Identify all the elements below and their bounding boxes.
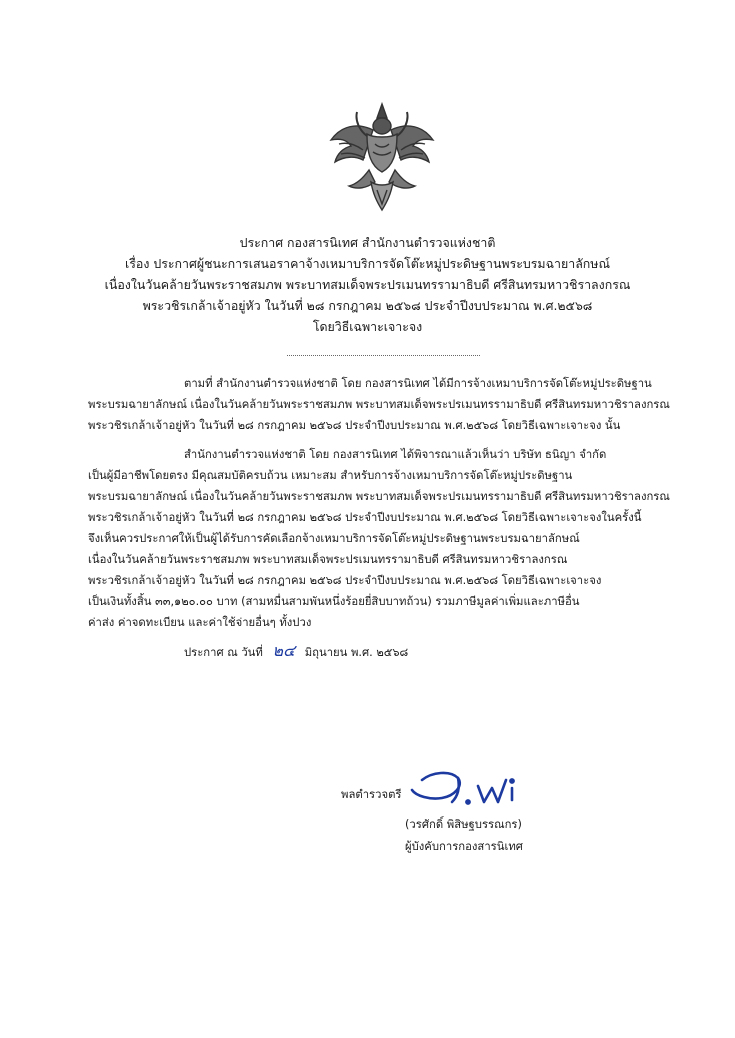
text-line: พระวชิรเกล้าเจ้าอยู่หัว ในวันที่ ๒๘ กรกฎาคม ๒๕๖๘ ประจำปีงบประมาณ พ.ศ.๒๕๖๘ โดยวิธีเฉพาะเจาะจง xyxy=(88,574,602,587)
announcement-date xyxy=(88,638,688,666)
text-line: ตามที่ สำนักงานตำรวจแห่งชาติ โดย กองสารนิเทศ ได้มีการจ้างเหมาบริการจัดโต๊ะหมู่ประดิษฐาน xyxy=(184,377,652,390)
text-line: เนื่องในวันคล้ายวันพระราชสมภพ พระบาทสมเด็จพระปรเมนทรรามาธิบดี ศรีสินทรมหาวชิราลงกรณ xyxy=(88,553,568,566)
signer-name: (วรศักดิ์ พิสิษฐบรรณกร) xyxy=(405,818,522,831)
paragraph-background xyxy=(88,373,688,436)
garuda-emblem-icon xyxy=(327,100,437,212)
text-line: เป็นผู้มีอาชีพโดยตรง มีคุณสมบัติครบถ้วน เหมาะสม สำหรับการจ้างเหมาบริการจัดโต๊ะหมู่ประดิษฐาน xyxy=(88,469,573,482)
text-line: สำนักงานตำรวจแห่งชาติ โดย กองสารนิเทศ ได้พิจารณาแล้วเห็นว่า บริษัท ธนิญา จำกัด xyxy=(184,448,607,461)
paragraph-decision xyxy=(88,444,688,633)
signature-icon xyxy=(408,768,520,810)
header-line: ประกาศ กองสารนิเทศ สำนักงานตำรวจแห่งชาติ xyxy=(239,235,496,250)
document-header xyxy=(60,232,675,337)
text-line: เป็นเงินทั้งสิ้น ๓๓,๑๒๐.๐๐ บาท (สามหมื่นสามพันหนึ่งร้อยยี่สิบบาทถ้วน) รวมภาษีมูลค่าเพิ่มและภาษีอื่น xyxy=(88,595,580,608)
text-line: พระบรมฉายาลักษณ์ เนื่องในวันคล้ายวันพระราชสมภพ พระบาทสมเด็จพระปรเมนทรรามาธิบดี ศรีสินทรมหาวชิราลงกรณ xyxy=(88,490,670,503)
signer-rank: พลตำรวจตรี xyxy=(341,788,402,801)
announce-prefix: ประกาศ ณ วันที่ xyxy=(184,646,263,659)
text-line: พระวชิรเกล้าเจ้าอยู่หัว ในวันที่ ๒๘ กรกฎาคม ๒๕๖๘ ประจำปีงบประมาณ พ.ศ.๒๕๖๘ โดยวิธีเฉพาะเจาะจงในครั้งนี้ xyxy=(88,511,642,524)
header-line: พระวชิรเกล้าเจ้าอยู่หัว ในวันที่ ๒๘ กรกฎาคม ๒๕๖๘ ประจำปีงบประมาณ พ.ศ.๒๕๖๘ xyxy=(142,298,593,313)
signer-title: ผู้บังคับการกองสารนิเทศ xyxy=(405,840,523,853)
document-body xyxy=(88,373,688,666)
handwritten-day: ๒๔ xyxy=(272,641,296,660)
text-line: จึงเห็นควรประกาศให้เป็นผู้ได้รับการคัดเลือกจ้างเหมาบริการจัดโต๊ะหมู่ประดิษฐานพระบรมฉายาลักษณ์ xyxy=(88,532,580,545)
method-line: โดยวิธีเฉพาะเจาะจง xyxy=(312,319,423,334)
text-line: ค่าส่ง ค่าจดทะเบียน และค่าใช้จ่ายอื่นๆ ทั้งปวง xyxy=(88,616,312,629)
text-line: พระบรมฉายาลักษณ์ เนื่องในวันคล้ายวันพระราชสมภพ พระบาทสมเด็จพระปรเมนทรรามาธิบดี ศรีสินทรมหาวชิราลงกรณ xyxy=(88,398,670,411)
header-divider xyxy=(287,355,480,356)
subject-line: เรื่อง ประกาศผู้ชนะการเสนอราคาจ้างเหมาบริการจัดโต๊ะหมู่ประดิษฐานพระบรมฉายาลักษณ์ xyxy=(125,256,610,271)
text-line: พระวชิรเกล้าเจ้าอยู่หัว ในวันที่ ๒๘ กรกฎาคม ๒๕๖๘ ประจำปีงบประมาณ พ.ศ.๒๕๖๘ โดยวิธีเฉพาะเจาะจง นั้น xyxy=(88,419,621,432)
header-line: เนื่องในวันคล้ายวันพระราชสมภพ พระบาทสมเด็จพระปรเมนทรรามาธิบดี ศรีสินทรมหาวชิราลงกรณ xyxy=(104,277,631,292)
announce-suffix: มิถุนายน พ.ศ. ๒๕๖๘ xyxy=(304,646,409,659)
